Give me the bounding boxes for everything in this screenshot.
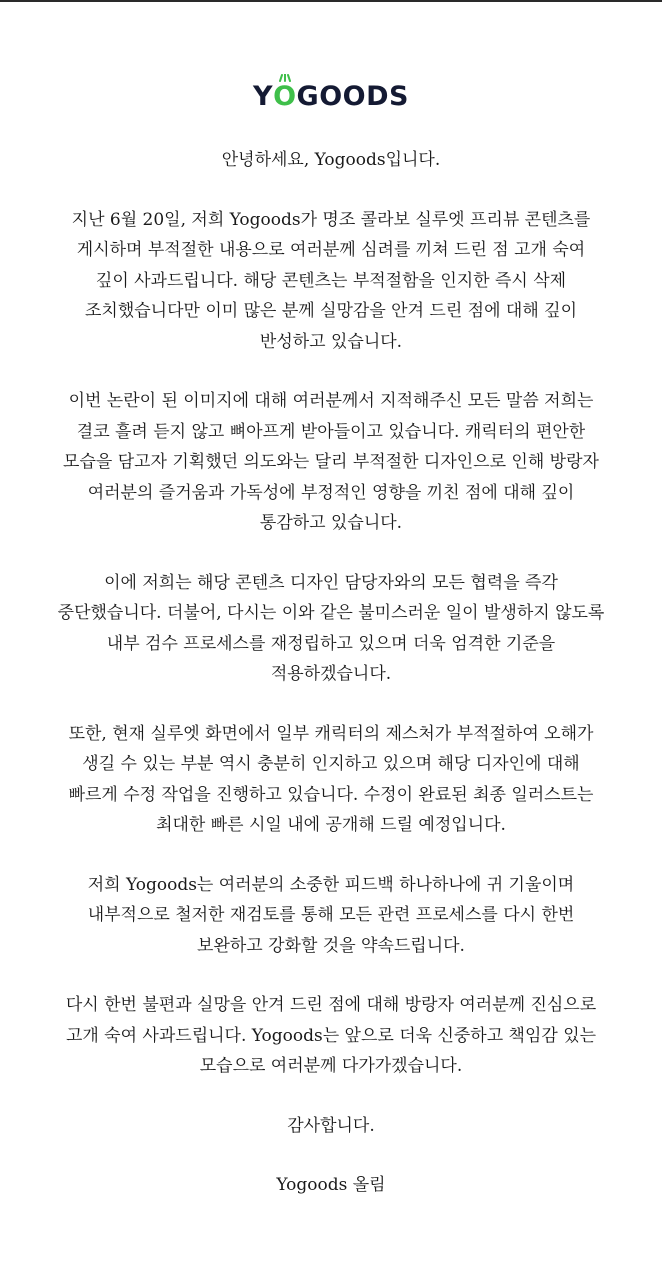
paragraph-6 <box>0 990 662 1082</box>
text-line: 조치했습니다만 이미 많은 분께 실망감을 안겨 드린 점에 대해 깊이 <box>84 301 578 321</box>
sprout-icon <box>278 74 292 82</box>
text-line: 중단했습니다. 더불어, 다시는 이와 같은 불미스러운 일이 발생하지 않도록 <box>57 603 605 623</box>
text-line: 빠르게 수정 작업을 진행하고 있습니다. 수정이 완료된 최종 일러스트는 <box>68 784 594 805</box>
text-line: 깊이 사과드립니다. 해당 콘텐츠는 부적절함을 인지한 즉시 삭제 <box>95 270 567 291</box>
paragraph-2 <box>0 386 662 539</box>
text-line: 저희 Yogoods는 여러분의 소중한 피드백 하나하나에 귀 기울이며 <box>87 874 575 895</box>
paragraph-4 <box>0 719 662 841</box>
text-line: 보완하고 강화할 것을 약속드립니다. <box>197 935 465 956</box>
text-line: 최대한 빠른 시일 내에 공개해 드릴 예정입니다. <box>156 815 506 835</box>
paragraph-5 <box>0 870 662 962</box>
closing: 감사합니다. <box>287 1115 375 1136</box>
text-line: 또한, 현재 실루엣 화면에서 일부 캐릭터의 제스처가 부적절하여 오해가 <box>68 723 594 744</box>
text-line: 통감하고 있습니다. <box>259 513 403 533</box>
text-line: 지난 6월 20일, 저희 Yogoods가 명조 콜라보 실루엣 프리뷰 콘텐츠를 <box>71 209 591 230</box>
paragraph-3 <box>0 568 662 690</box>
text-line: 내부적으로 철저한 재검토를 통해 모든 관련 프로세스를 다시 한번 <box>87 905 575 925</box>
signature: Yogoods 올림 <box>276 1175 386 1195</box>
text-line: 적용하겠습니다. <box>270 664 392 684</box>
greeting: 안녕하세요, Yogoods입니다. <box>221 150 441 170</box>
logo-letter-y: Y <box>253 81 274 112</box>
text-line: 모습으로 여러분께 다가가겠습니다. <box>199 1056 463 1076</box>
text-line: 반성하고 있습니다. <box>259 331 403 352</box>
text-line: 모습을 담고자 기획했던 의도와는 달리 부적절한 디자인으로 인해 방랑자 <box>63 452 599 472</box>
apology-letter <box>0 145 662 1230</box>
text-line: 게시하며 부적절한 내용으로 여러분께 심려를 끼쳐 드린 점 고개 숙여 <box>76 240 586 260</box>
text-line: 결코 흘려 듣지 않고 뼈아프게 받아들이고 있습니다. 캐릭터의 편안한 <box>76 421 586 442</box>
logo-letters-goods: GOODS <box>296 81 409 112</box>
text-line: 생길 수 있는 부분 역시 충분히 인지하고 있으며 해당 디자인에 대해 <box>82 754 580 774</box>
text-line: 내부 검수 프로세스를 재정립하고 있으며 더욱 엄격한 기준을 <box>106 633 556 654</box>
paragraph-1 <box>0 205 662 358</box>
yogoods-logo <box>0 80 662 114</box>
logo-accent-o: O <box>273 80 296 114</box>
text-line: 이번 논란이 된 이미지에 대해 여러분께서 지적해주신 모든 말씀 저희는 <box>68 391 594 411</box>
text-line: 이에 저희는 해당 콘텐츠 디자인 담당자와의 모든 협력을 즉각 <box>104 572 558 593</box>
text-line: 여러분의 즐거움과 가독성에 부정적인 영향을 끼친 점에 대해 깊이 <box>87 482 575 503</box>
top-divider <box>0 0 662 2</box>
text-line: 고개 숙여 사과드립니다. Yogoods는 앞으로 더욱 신중하고 책임감 있는 <box>65 1025 597 1046</box>
text-line: 다시 한번 불편과 실망을 안겨 드린 점에 대해 방랑자 여러분께 진심으로 <box>65 995 597 1015</box>
